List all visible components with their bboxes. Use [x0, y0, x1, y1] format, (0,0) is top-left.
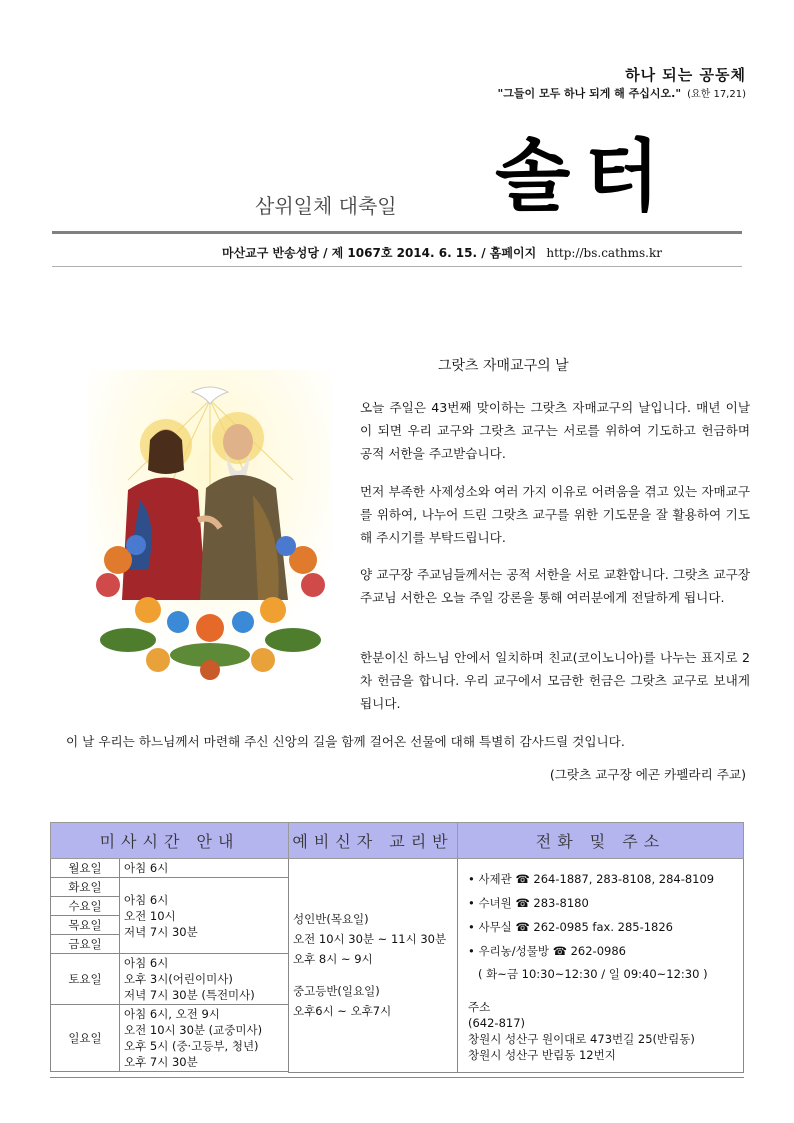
header-rule: [52, 231, 742, 234]
article-paragraph: 먼저 부족한 사제성소와 여러 가지 이유로 어려움을 겪고 있는 자매교구를 위하여, 나누어 드린 그랏츠 교구를 위한 기도문을 잘 활용하여 기도해 주시기를 부탁드립니다.: [360, 484, 750, 545]
header-contact: 전화 및 주소: [458, 823, 744, 859]
mass-time: 저녁 7시 30분 (특전미사): [124, 988, 255, 1002]
day-saturday: 토요일: [51, 954, 120, 1005]
mass-weekday: [120, 878, 289, 954]
masthead-logo: 솔터: [495, 131, 674, 222]
youth-class-time: 오후6시 ~ 오후7시: [293, 1004, 392, 1018]
catechism-cell: [289, 859, 458, 1073]
mass-saturday: [120, 954, 289, 1005]
table-header-row: [51, 823, 744, 859]
footer-rule: [50, 1077, 744, 1078]
mass-monday: [120, 859, 289, 878]
article-signature: (그랏츠 교구장 에곤 카펠라리 주교): [549, 767, 746, 782]
store-hours: ( 화~금 10:30~12:30 / 일 09:40~12:30 ): [478, 967, 708, 981]
address-block: [468, 999, 733, 1063]
day-tuesday: 화요일: [51, 878, 120, 897]
day-friday: 금요일: [51, 935, 120, 954]
issue-info: 마산교구 반송성당 / 제 1067호 2014. 6. 15. / 홈페이지: [222, 246, 537, 260]
motto-title: 하나 되는 공동체: [625, 66, 746, 84]
info-table: [50, 822, 744, 1073]
motto-quote: [498, 85, 747, 101]
mass-time: 오전 10시 30분 (교중미사): [124, 1023, 263, 1037]
day-wednesday: 수요일: [51, 897, 120, 916]
mass-time: 오후 5시 (중·고등부, 청년): [124, 1039, 259, 1053]
article-paragraph: 한분이신 하느님 안에서 일치하며 친교(코이노니아)를 나누는 표지로 2차 헌금을 합니다. 우리 교구에서 모금한 헌금은 그랏츠 교구로 보내게 됩니다.: [360, 650, 750, 711]
address-label: 주소: [468, 1000, 491, 1014]
mass-time: 오후 7시 30분: [124, 1055, 198, 1069]
address-line: 창원시 성산구 반림동 12번지: [468, 1048, 616, 1062]
article-title: 그랏츠 자매교구의 날: [438, 358, 569, 374]
contact-store: • 우리농/성물방 ☎ 262-0986: [468, 944, 626, 958]
youth-class-title: 중고등반(일요일): [293, 984, 380, 998]
day-monday: 월요일: [51, 859, 120, 878]
adult-class-time: 오전 10시 30분 ~ 11시 30분: [293, 932, 447, 946]
holy-trinity-illustration: [88, 370, 332, 690]
mass-time: 오전 10시: [124, 908, 176, 923]
motto-reference: (요한 17,21): [687, 89, 746, 100]
contact-rectory: • 사제관 ☎ 264-1887, 283-8108, 284-8109: [468, 872, 715, 886]
mass-time: 오후 3시(어린이미사): [124, 972, 233, 986]
issue-line: [222, 244, 662, 261]
table-row: [51, 859, 744, 878]
header-subrule: [52, 266, 742, 267]
adult-class-time: 오후 8시 ~ 9시: [293, 952, 373, 966]
article-paragraph: 양 교구장 주교님들께서는 공적 서한을 서로 교환합니다. 그랏츠 교구장 주교님 서한은 오늘 주일 강론을 통해 여러분에게 전달하게 됩니다.: [360, 567, 750, 605]
address-line: 창원시 성산구 원이대로 473번길 25(반림동): [468, 1032, 695, 1046]
motto-quote-text: "그들이 모두 하나 되게 해 주십시오.": [497, 87, 682, 100]
header-catechism: 예비신자 교리반: [289, 823, 458, 859]
day-thursday: 목요일: [51, 916, 120, 935]
address-postal: (642-817): [468, 1016, 526, 1030]
homepage-link[interactable]: http://bs.cathms.kr: [546, 246, 662, 260]
article-closing: 이 날 우리는 하느님께서 마련해 주신 신앙의 길을 함께 걸어온 선물에 대해 특별히 감사드릴 것입니다.: [66, 734, 625, 749]
article-paragraph: 오늘 주일은 43번째 맞이하는 그랏츠 자매교구의 날입니다. 매년 이날이 되면 우리 교구와 그랏츠 교구는 서로를 위하여 기도하고 헌금하며 공적 서한을 주고받습니다.: [360, 400, 750, 461]
contact-convent: • 수녀원 ☎ 283-8180: [468, 896, 589, 910]
feast-title: 삼위일체 대축일: [255, 194, 397, 218]
mass-time: 저녁 7시 30분: [124, 924, 198, 939]
day-sunday: 일요일: [51, 1005, 120, 1072]
contact-office: • 사무실 ☎ 262-0985 fax. 285-1826: [468, 920, 674, 934]
mass-time: 아침 6시: [124, 861, 169, 875]
mass-time: 아침 6시, 오전 9시: [124, 1007, 220, 1021]
mass-time: 아침 6시: [124, 956, 169, 970]
mass-sunday: [120, 1005, 289, 1072]
contact-cell: [458, 859, 744, 1073]
mass-time: 아침 6시: [124, 892, 169, 907]
header-mass-times: 미사시간 안내: [51, 823, 289, 859]
adult-class-title: 성인반(목요일): [293, 912, 369, 926]
